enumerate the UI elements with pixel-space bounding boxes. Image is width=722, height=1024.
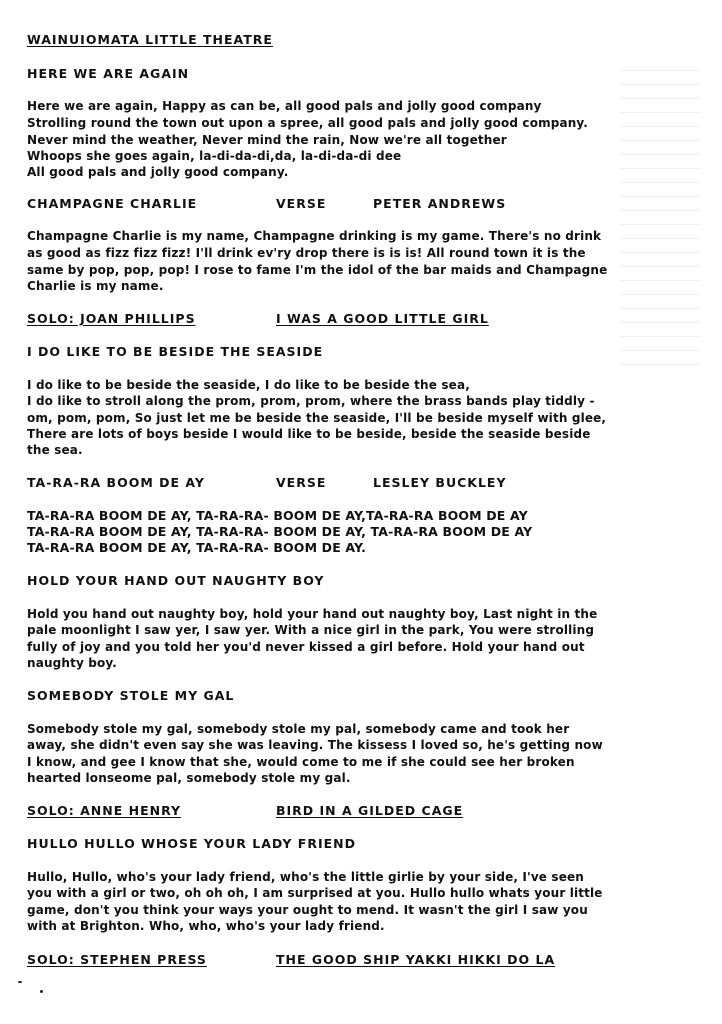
song-title: I DO LIKE TO BE BESIDE THE SEASIDE xyxy=(27,344,324,359)
scan-speck xyxy=(40,990,43,993)
part-label: VERSE xyxy=(276,475,327,490)
part-label: VERSE xyxy=(276,196,327,211)
lyric-line: om, pom, pom, So just let me be beside the seaside, I'll be beside myself with glee, xyxy=(27,411,607,425)
performer-name: LESLEY BUCKLEY xyxy=(373,475,507,490)
lyric-line: as good as fizz fizz fizz! I'll drink ev'ry drop there is is is! All round town it is the xyxy=(27,246,586,260)
theatre-title: WAINUIOMATA LITTLE THEATRE xyxy=(27,32,273,47)
lyric-line: naughty boy. xyxy=(27,656,117,670)
lyric-line: fully of joy and you told her you'd never kissed a girl before. Hold your hand out xyxy=(27,640,585,654)
solo-label: SOLO: STEPHEN PRESS xyxy=(27,952,207,967)
song-title: HULLO HULLO WHOSE YOUR LADY FRIEND xyxy=(27,836,356,851)
lyric-line: I know, and gee I know that she, would come to me if she could see her broken xyxy=(27,755,575,769)
lyric-line: Here we are again, Happy as can be, all good pals and jolly good company xyxy=(27,99,542,113)
lyric-line: Champagne Charlie is my name, Champagne drinking is my game. There's no drink xyxy=(27,229,602,243)
solo-label: SOLO: ANNE HENRY xyxy=(27,803,182,818)
bleed-through-shadow xyxy=(620,70,700,370)
lyric-line: I do like to be beside the seaside, I do like to be beside the sea, xyxy=(27,378,470,392)
lyric-line: Hold you hand out naughty boy, hold your hand out naughty boy, Last night in the xyxy=(27,607,598,621)
solo-label: SOLO: JOAN PHILLIPS xyxy=(27,311,196,326)
lyric-line: There are lots of boys beside I would like to be beside, beside the seaside beside xyxy=(27,427,591,441)
lyric-line: Hullo, Hullo, who's your lady friend, who's the little girlie by your side, I've seen xyxy=(27,870,584,884)
lyric-line: you with a girl or two, oh oh oh, I am surprised at you. Hullo hullo whats your little xyxy=(27,886,603,900)
song-title: TA-RA-RA BOOM DE AY xyxy=(27,475,205,490)
solo-song-title: I WAS A GOOD LITTLE GIRL xyxy=(276,311,489,326)
lyric-line: with at Brighton. Who, who, who's your lady friend. xyxy=(27,919,385,933)
lyric-line: hearted lonseome pal, somebody stole my gal. xyxy=(27,771,351,785)
lyric-line: pale moonlight I saw yer, I saw yer. With a nice girl in the park, You were strolling xyxy=(27,623,595,637)
performer-name: PETER ANDREWS xyxy=(373,196,507,211)
lyric-line: Never mind the weather, Never mind the rain, Now we're all together xyxy=(27,133,507,147)
lyric-line: TA-RA-RA BOOM DE AY, TA-RA-RA- BOOM DE AY. xyxy=(27,540,367,555)
scan-speck xyxy=(18,981,22,983)
lyric-line: I do like to stroll along the prom, prom, prom, where the brass bands play tiddly - xyxy=(27,394,595,408)
solo-song-title: THE GOOD SHIP YAKKI HIKKI DO LA xyxy=(276,952,556,967)
lyric-line: Strolling round the town out upon a spree, all good pals and jolly good company. xyxy=(27,116,589,130)
lyric-line: TA-RA-RA BOOM DE AY, TA-RA-RA- BOOM DE AY,TA-RA-RA BOOM DE AY xyxy=(27,508,528,523)
lyric-line: same by pop, pop, pop! I rose to fame I'm the idol of the bar maids and Champagne xyxy=(27,263,608,277)
solo-song-title: BIRD IN A GILDED CAGE xyxy=(276,803,464,818)
lyric-line: away, she didn't even say she was leaving. The kissess I loved so, he's getting now xyxy=(27,738,603,752)
lyric-line: All good pals and jolly good company. xyxy=(27,165,289,179)
lyric-line: Whoops she goes again, la-di-da-di,da, la-di-da-di dee xyxy=(27,149,402,163)
lyric-line: TA-RA-RA BOOM DE AY, TA-RA-RA- BOOM DE AY, TA-RA-RA BOOM DE AY xyxy=(27,524,533,539)
song-title: HERE WE ARE AGAIN xyxy=(27,66,190,81)
song-title: HOLD YOUR HAND OUT NAUGHTY BOY xyxy=(27,573,325,588)
lyric-line: Charlie is my name. xyxy=(27,279,164,293)
lyric-line: Somebody stole my gal, somebody stole my pal, somebody came and took her xyxy=(27,722,570,736)
song-title: SOMEBODY STOLE MY GAL xyxy=(27,688,235,703)
song-title: CHAMPAGNE CHARLIE xyxy=(27,196,198,211)
lyric-line: the sea. xyxy=(27,443,83,457)
lyric-line: game, don't you think your ways your ought to mend. It wasn't the girl I saw you xyxy=(27,903,588,917)
